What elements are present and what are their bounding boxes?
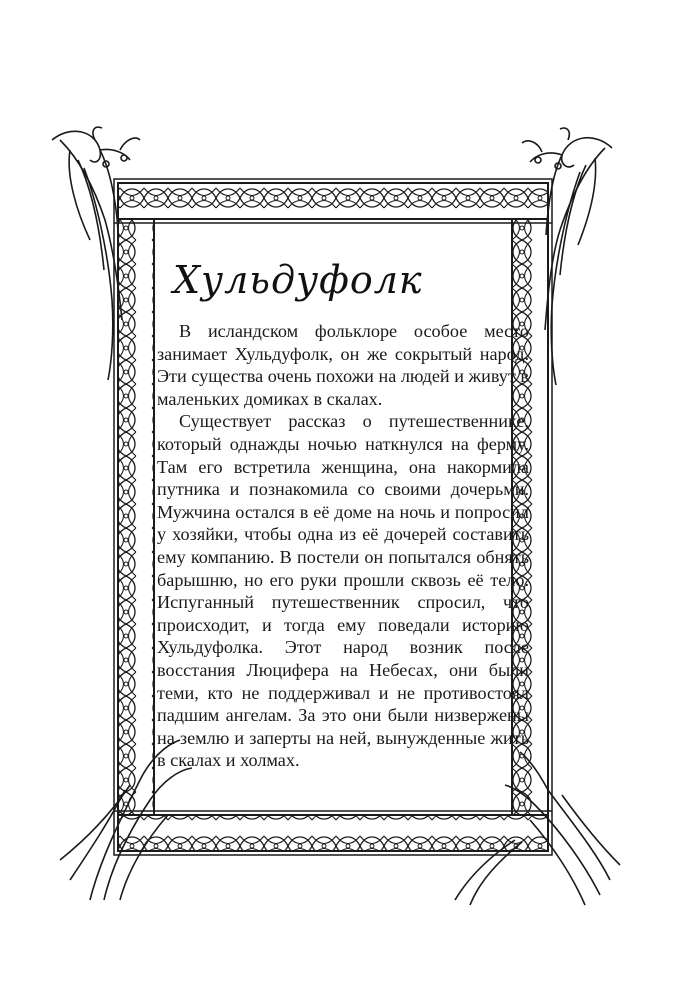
paragraph-1: В исландском фольклоре особое место занимает Хульдуфолк, он же сокрытый народ. Эти существа очень похожи на людей и живут в маленьких домиках в скалах.	[157, 321, 529, 409]
border-bottom	[114, 811, 552, 855]
paragraph-2: Существует рассказ о путешественнике, который однажды ночью наткнулся на ферму. Там его встретила женщина, она накормила путника и познакомила со своими дочерьми. Мужчина остался в её доме на ночь и попросил у хозяйки, чтобы одна из её дочерей составить ему компанию. В постели он попытался обнять барышню, но его руки прошли сквозь её тело. Испуганный путешественник спросил, что происходит, и тогда ему поведали историю Хульдуфолка. Этот народ возник после восстания Люцифера на Небесах, они были теми, кто не поддерживал и не противостоял падшим ангелам. За это они были низвержены на землю и заперты на ней, вынужденные жить в скалах и холмах.	[157, 411, 529, 771]
page-title: Хульдуфолк	[173, 258, 423, 302]
border-top	[114, 179, 552, 223]
text-block	[157, 258, 529, 772]
